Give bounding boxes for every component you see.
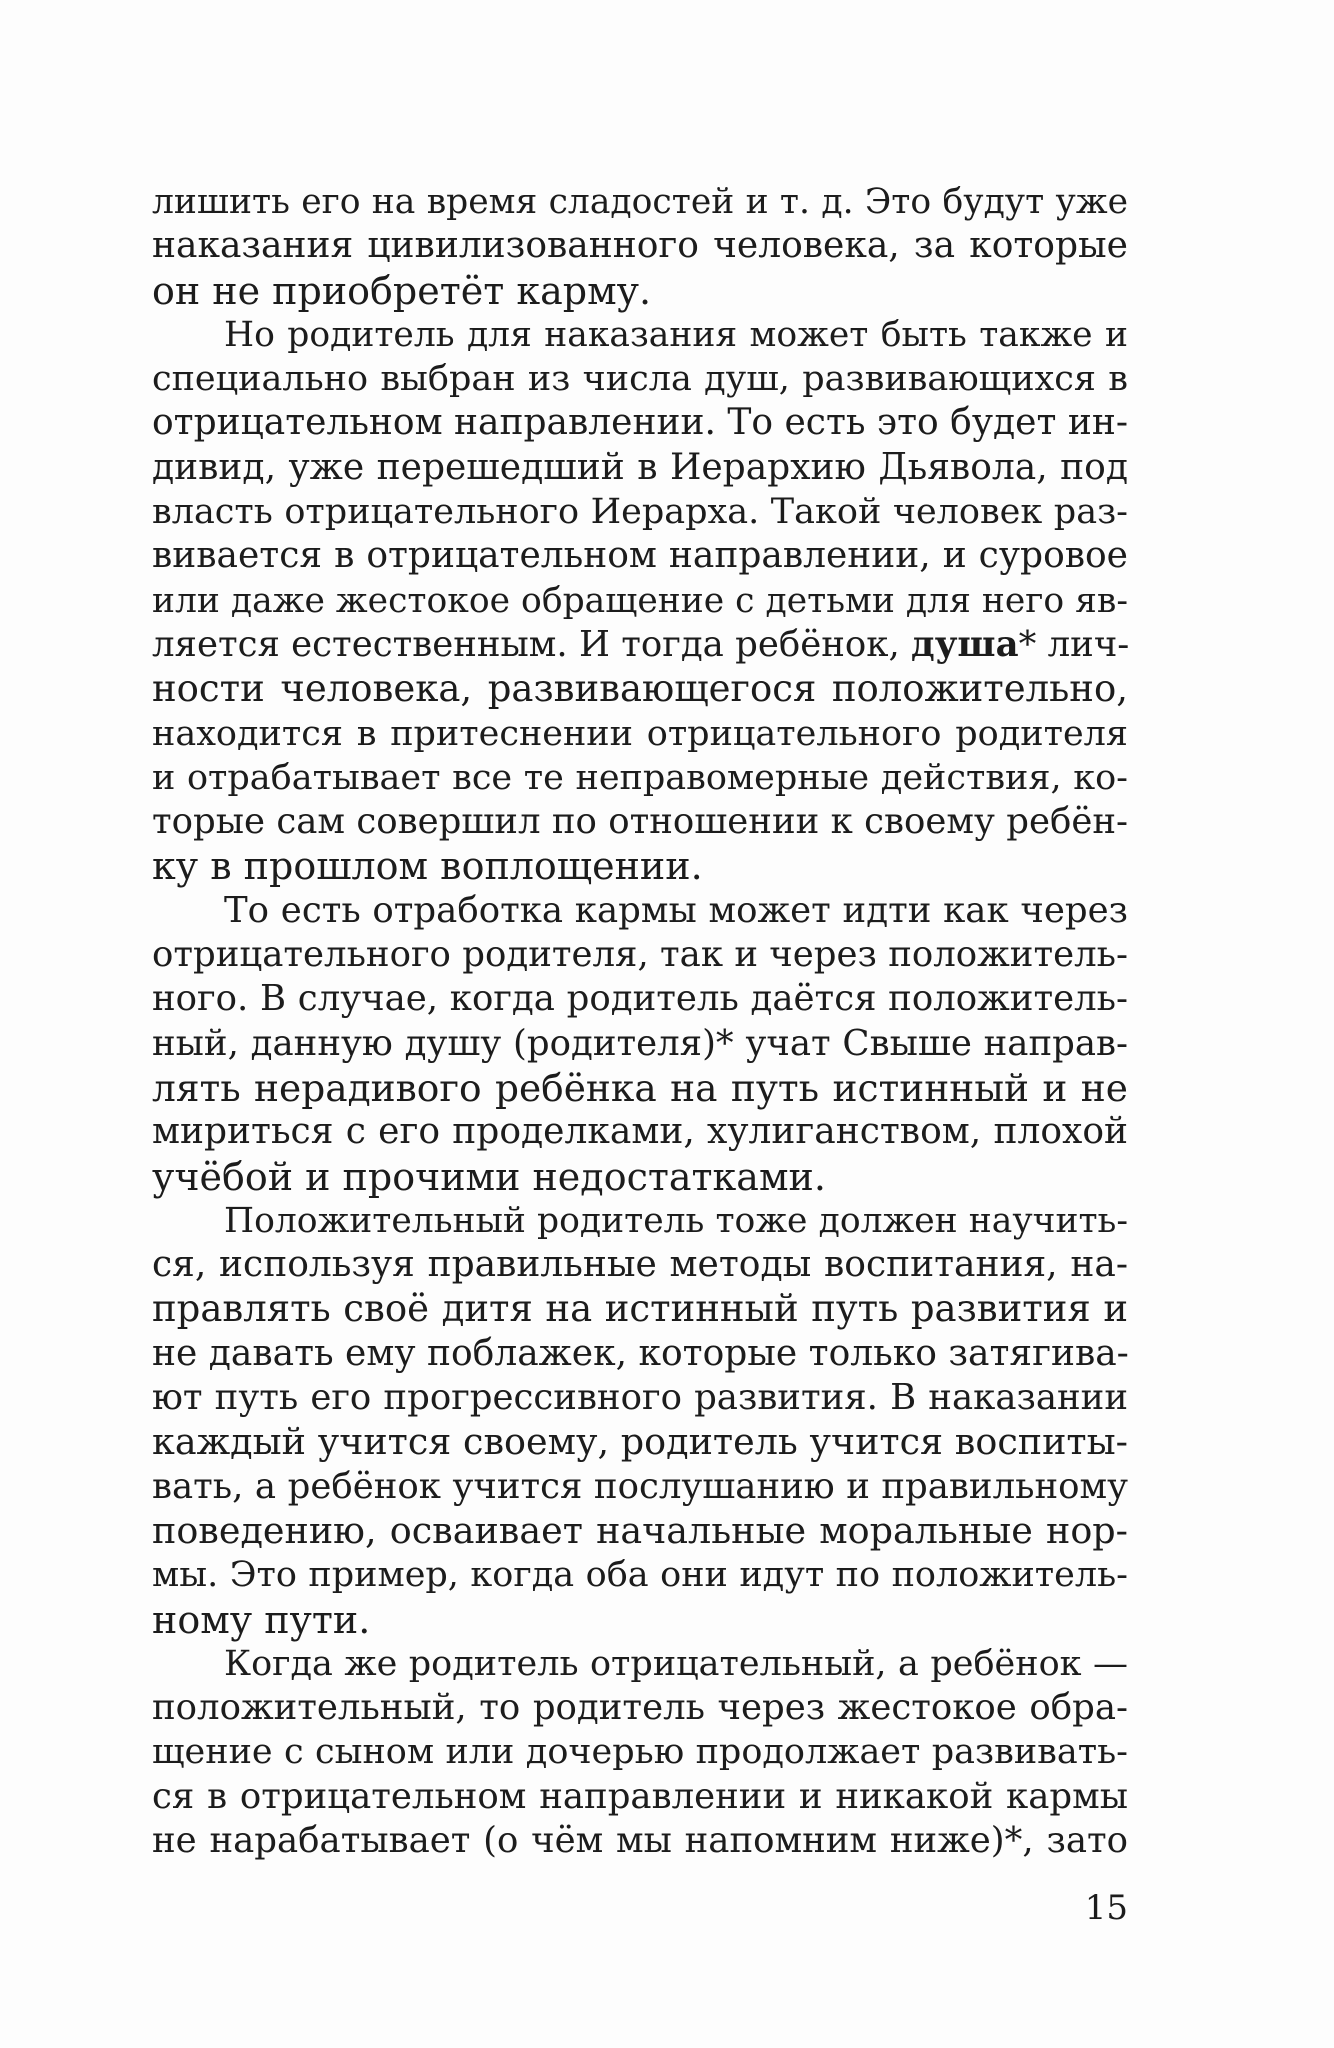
text-line: мы. Это пример, когда оба они идут по положитель- <box>152 1555 1128 1596</box>
text-line: ности человека, развивающегося положительно, <box>152 667 1128 711</box>
text-line: ному пути. <box>152 1597 371 1642</box>
text-line: То есть отработка кармы может идти как через <box>224 889 1128 931</box>
text-line: власть отрицательного Иерарха. Такой человек раз- <box>152 492 1128 533</box>
text-line: находится в притеснении отрицательного родителя <box>152 713 1128 754</box>
text-line: ный, данную душу (родителя)* учат Свыше направ- <box>152 1022 1128 1064</box>
text-line: щение с сыном или дочерью продолжает развивать- <box>152 1732 1128 1773</box>
text-line: наказания цивилизованного человека, за которые <box>152 225 1128 267</box>
text-line: ют путь его прогрессивного развития. В наказании <box>152 1377 1128 1419</box>
text-line: не давать ему поблажек, которые только затягива- <box>152 1332 1129 1374</box>
text-line: дивид, уже перешедший в Иерархию Дьявола, под <box>152 446 1128 488</box>
text-line: ся, используя правильные методы воспитания, на- <box>152 1244 1128 1286</box>
text-line: ку в прошлом воплощении. <box>152 844 703 889</box>
text-segment: * лич- <box>1018 623 1130 665</box>
text-line: вивается в отрицательном направлении, и суровое <box>152 535 1128 577</box>
text-line: вать, а ребёнок учится послушанию и правильному <box>152 1465 1128 1507</box>
text-line: ного. В случае, когда родитель даётся положитель- <box>152 978 1128 1020</box>
text-line: торые сам совершил по отношении к своему ребён- <box>152 801 1128 843</box>
page-number: 15 <box>1084 1888 1128 1928</box>
text-line: поведению, осваивает начальные моральные нор- <box>152 1508 1128 1552</box>
text-line: не нарабатывает (о чём мы напомним ниже)*, зато <box>152 1819 1128 1861</box>
text-line: лишить его на время сладостей и т. д. Это будут уже <box>152 182 1128 222</box>
text-line: Когда же родитель отрицательный, а ребёнок — <box>224 1643 1128 1684</box>
bold-term: душа <box>911 623 1019 665</box>
text-line <box>152 623 1128 667</box>
text-line: Положительный родитель тоже должен научить- <box>224 1200 1128 1241</box>
text-line: учёбой и прочими недостатками. <box>152 1154 826 1199</box>
text-line: ся в отрицательном направлении и никакой кармы <box>152 1775 1128 1817</box>
text-line: правлять своё дитя на истинный путь развития и <box>152 1287 1128 1331</box>
text-line: каждый учится своему, родитель учится воспиты- <box>152 1420 1128 1464</box>
text-line: или даже жестокое обращение с детьми для него яв- <box>152 580 1128 621</box>
text-line: положительный, то родитель через жестокое обра- <box>152 1687 1128 1729</box>
text-line: лять нерадивого ребёнка на путь истинный и не <box>152 1065 1128 1110</box>
text-line: Но родитель для наказания может быть также и <box>224 314 1128 355</box>
body-text <box>152 180 1128 1863</box>
text-line: мириться с его проделками, хулиганством, плохой <box>152 1111 1128 1153</box>
text-line: специально выбран из числа душ, развивающихся в <box>152 359 1128 400</box>
text-line: отрицательном направлении. То есть это будет ин- <box>152 402 1128 444</box>
text-line: он не приобретёт карму. <box>152 268 652 313</box>
text-line: отрицательного родителя, так и через положитель- <box>152 934 1128 976</box>
text-segment: ляется естественным. И тогда ребёнок, <box>152 623 912 665</box>
text-line: и отрабатывает все те неправомерные действия, ко- <box>152 757 1128 798</box>
